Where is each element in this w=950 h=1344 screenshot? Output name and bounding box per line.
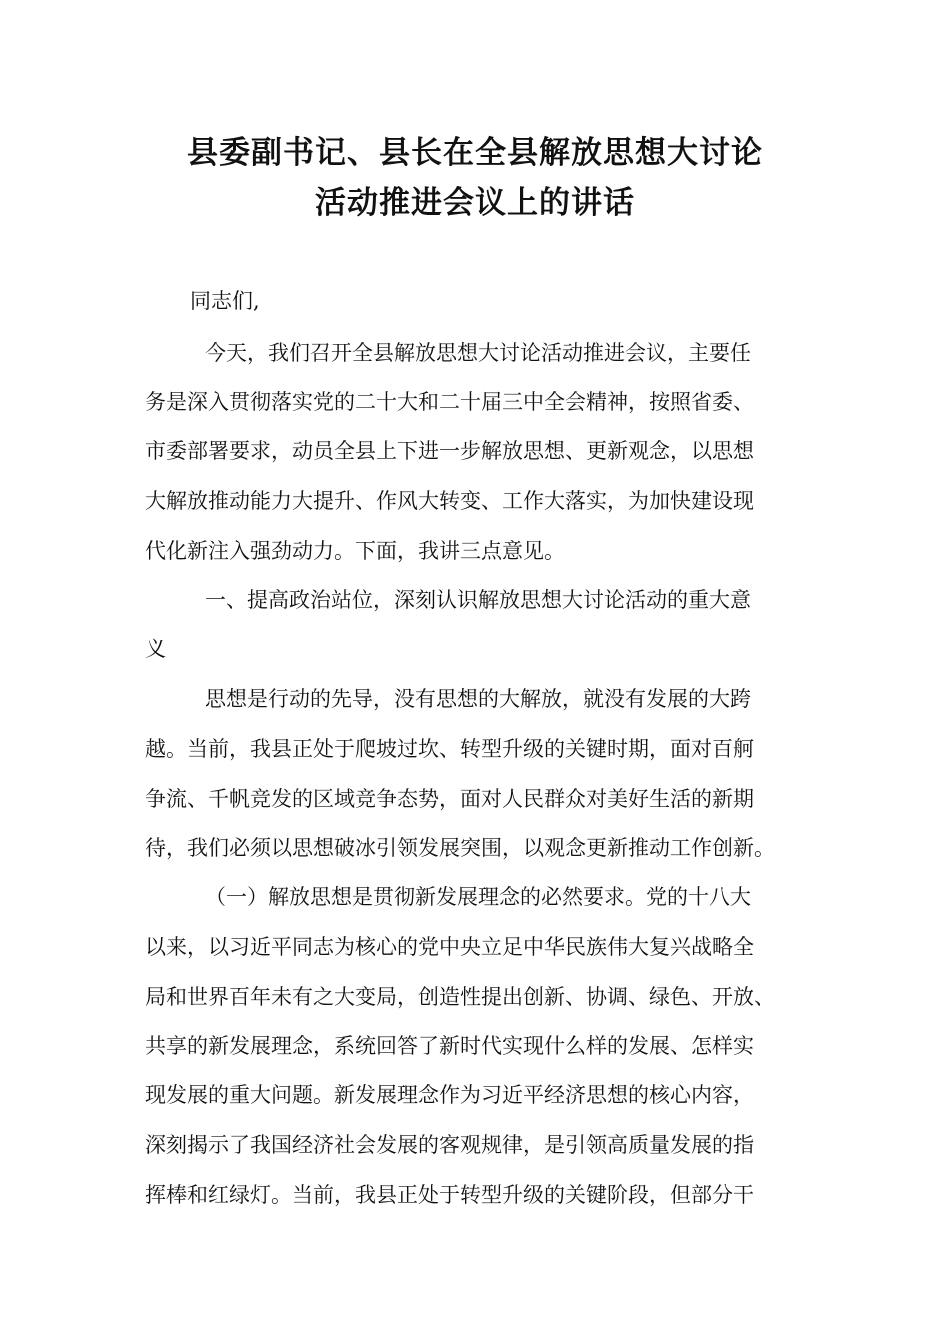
paragraph-line: （一）解放思想是贯彻新发展理念的必然要求。党的十八大 <box>205 885 751 909</box>
paragraph-line: 挥棒和红绿灯。当前，我县正处于转型升级的关键阶段，但部分干 <box>145 1183 754 1207</box>
paragraph-line: 思想是行动的先导，没有思想的大解放，就没有发展的大跨 <box>205 687 751 711</box>
paragraph-line: 代化新注入强劲动力。下面，我讲三点意见。 <box>145 539 565 563</box>
document-title-line-1: 县委副书记、县长在全县解放思想大讨论 <box>187 135 763 171</box>
paragraph-line: 局和世界百年未有之大变局，创造性提出创新、协调、绿色、开放、 <box>145 985 775 1009</box>
paragraph-line: 以来，以习近平同志为核心的党中央立足中华民族伟大复兴战略全 <box>145 935 754 959</box>
section-heading-line: 一、提高政治站位，深刻认识解放思想大讨论活动的重大意 <box>205 588 751 612</box>
paragraph-line: 大解放推动能力大提升、作风大转变、工作大落实，为加快建设现 <box>145 489 754 513</box>
paragraph-line: 务是深入贯彻落实党的二十大和二十届三中全会精神，按照省委、 <box>145 390 754 414</box>
document-title-line-2: 活动推进会议上的讲话 <box>315 185 635 221</box>
paragraph-line: 今天，我们召开全县解放思想大讨论活动推进会议，主要任 <box>205 341 751 365</box>
section-heading-line: 义 <box>145 637 166 661</box>
paragraph-line: 现发展的重大问题。新发展理念作为习近平经济思想的核心内容， <box>145 1083 754 1107</box>
paragraph-line: 深刻揭示了我国经济社会发展的客观规律，是引领高质量发展的指 <box>145 1133 754 1157</box>
paragraph-line: 共享的新发展理念，系统回答了新时代实现什么样的发展、怎样实 <box>145 1034 754 1058</box>
paragraph-line: 待，我们必须以思想破冰引领发展突围，以观念更新推动工作创新。 <box>145 836 775 860</box>
paragraph-line: 市委部署要求，动员全县上下进一步解放思想、更新观念，以思想 <box>145 439 754 463</box>
greeting: 同志们, <box>190 289 260 313</box>
paragraph-line: 争流、千帆竞发的区域竞争态势，面对人民群众对美好生活的新期 <box>145 787 754 811</box>
paragraph-line: 越。当前，我县正处于爬坡过坎、转型升级的关键时期，面对百舸 <box>145 737 754 761</box>
